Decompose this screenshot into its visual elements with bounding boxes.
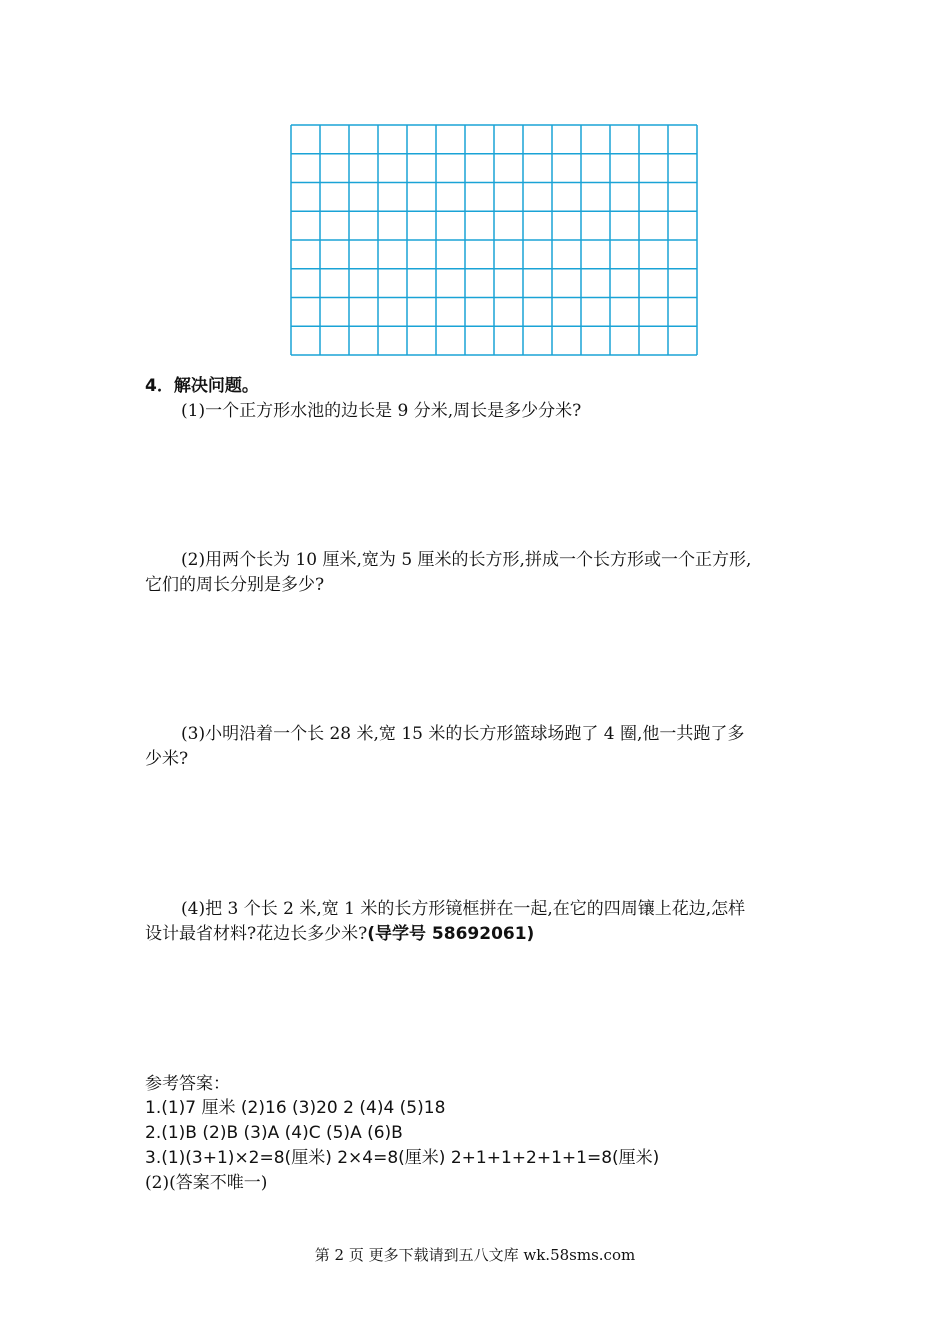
page-footer: 第 2 页 更多下载请到五八文库 wk.58sms.com [314, 1246, 636, 1264]
question-1: (1)一个正方形水池的边长是 9 分米,周长是多少分米? [181, 401, 582, 421]
question-3-line2: 少米? [145, 749, 189, 769]
square-grid [290, 124, 698, 356]
answer-line-1: 1.(1)7 厘米 (2)16 (3)20 2 (4)4 (5)18 [145, 1098, 446, 1118]
answer-line-4: (2)(答案不唯一) [145, 1173, 268, 1193]
question-2-line2: 它们的周长分别是多少? [145, 575, 325, 595]
question-3-line1: (3)小明沿着一个长 28 米,宽 15 米的长方形篮球场跑了 4 圈,他一共跑了多 [181, 724, 745, 744]
question-4-text: 设计最省材料?花边长多少米? [145, 924, 368, 944]
answer-line-2: 2.(1)B (2)B (3)A (4)C (5)A (6)B [145, 1123, 403, 1143]
grid-drawing [290, 124, 698, 356]
question-2-line1: (2)用两个长为 10 厘米,宽为 5 厘米的长方形,拼成一个长方形或一个正方形, [181, 550, 752, 570]
answer-line-3: 3.(1)(3+1)×2=8(厘米) 2×4=8(厘米) 2+1+1+2+1+1=8(厘米) [145, 1148, 660, 1168]
question-4-line1: (4)把 3 个长 2 米,宽 1 米的长方形镜框拼在一起,在它的四周镶上花边,怎样 [181, 899, 746, 919]
guide-number: (导学号 58692061) [367, 924, 535, 944]
section4-heading: 4．解决问题。 [145, 376, 259, 396]
question-4-line2 [145, 923, 534, 945]
answers-heading: 参考答案： [145, 1074, 230, 1094]
